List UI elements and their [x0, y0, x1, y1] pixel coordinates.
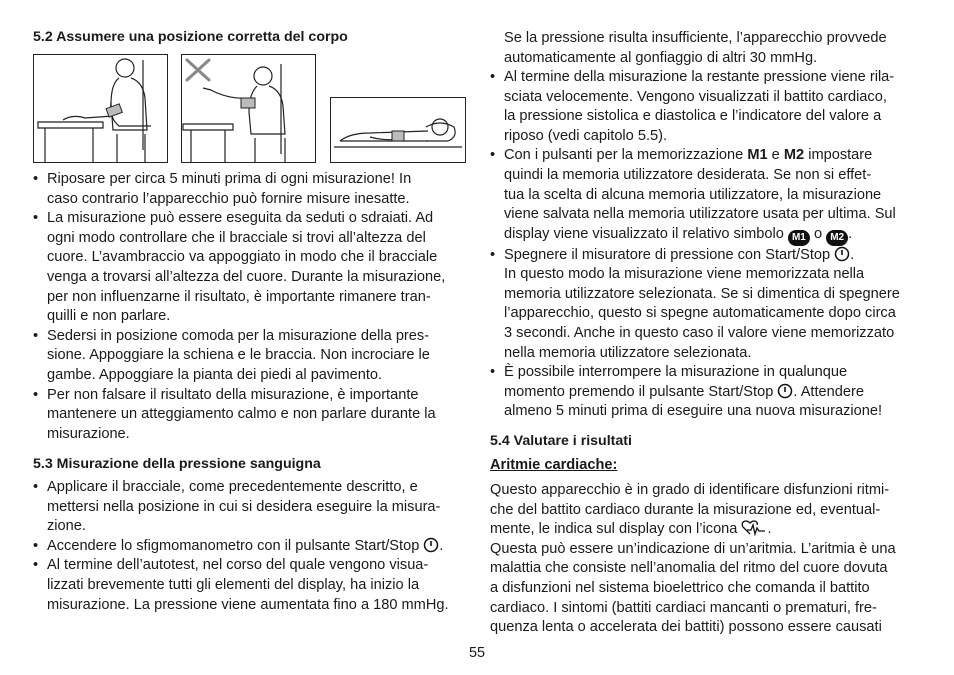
- text-line: mantenere un atteggiamento calmo e non parlare durante la: [47, 406, 436, 423]
- text-span: mente, le indica sul display con l’icona: [490, 521, 738, 538]
- section-5-3-list: [33, 478, 465, 615]
- list-item: [33, 327, 465, 386]
- period: .: [850, 246, 855, 263]
- section-5-3-heading: 5.3 Misurazione della pressione sanguigna: [33, 456, 321, 472]
- text-line: che del battito cardiaco durante la misurazione ed, eventual-: [490, 501, 881, 518]
- m1-key-label: M1: [747, 147, 768, 164]
- section-5-2-heading: 5.2 Assumere una posizione corretta del corpo: [33, 29, 348, 45]
- list-item: [33, 556, 465, 615]
- page-number: 55: [468, 645, 485, 661]
- list-item: [490, 146, 930, 245]
- power-icon: [423, 537, 439, 553]
- text-line: l’apparecchio, questo si spegne automaticamente dopo circa: [504, 305, 896, 322]
- list-item: [33, 386, 465, 445]
- text-line: [504, 383, 930, 403]
- text-line: • Al termine della misurazione la restante pressione viene rila-: [504, 69, 895, 85]
- text-line: Se la pressione risulta insufficiente, l’apparecchio provvede: [504, 30, 887, 46]
- text-span: Spegnere il misuratore di pressione con Start/Stop: [504, 246, 831, 263]
- text-line: quenza lenta o accelerata dei battiti) possono essere causati: [490, 619, 882, 636]
- text-line: viene salvata nella memoria utilizzatore usata per ultima. Sul: [504, 206, 896, 223]
- list-item: [33, 170, 465, 209]
- text-line: almeno 5 minuti prima di eseguire una nuova misurazione!: [504, 403, 883, 420]
- seated-incorrect-illustration: [181, 54, 316, 163]
- text-line: memoria utilizzatore selezionata. Se si dimentica di spegnere: [504, 285, 900, 302]
- text-line: [504, 225, 930, 246]
- text-line: Questo apparecchio è in grado di identificare disfunzioni ritmi-: [490, 482, 890, 498]
- arrhythmia-paragraph: [490, 481, 930, 638]
- text-line: Questa può essere un’indicazione di un’aritmia. L’aritmia è una: [490, 540, 896, 557]
- text-line: malattia che consiste nell’anomalia del ritmo del cuore dovuta: [490, 560, 888, 577]
- arrhythmia-heart-icon: [741, 520, 767, 536]
- text-line: tua la scelta di alcuna memoria utilizzatore, la misurazione: [504, 186, 882, 203]
- text-line: [504, 246, 930, 266]
- text-line: • Applicare il bracciale, come precedentemente descritto, e: [47, 479, 418, 495]
- text-line: quindi la memoria utilizzatore desiderata. Se non si effet-: [504, 166, 872, 183]
- text-span: .: [848, 225, 853, 242]
- text-line: ogni modo controllare che il bracciale si trovi all’altezza del: [47, 229, 426, 246]
- text-line: • La misurazione può essere eseguita da seduti o sdraiati. Ad: [47, 210, 434, 227]
- text-line: • Sedersi in posizione comoda per la misurazione della pres-: [47, 327, 430, 344]
- list-item: [33, 209, 465, 327]
- list-item: [33, 537, 465, 557]
- text-line: • Riposare per circa 5 minuti prima di ogni misurazione! In: [47, 171, 412, 187]
- text-span: Con i pulsanti per la memorizzazione: [504, 147, 748, 164]
- text-line: per non influenzarne il risultato, è importante rimanere tran-: [47, 288, 431, 305]
- power-icon: [834, 246, 850, 262]
- text-line: zione.: [47, 518, 86, 535]
- text-line: sione. Appoggiare la schiena e le braccia. Non incrociare le: [47, 347, 430, 364]
- text-span: impostare: [804, 147, 873, 164]
- text-line: nella memoria utilizzatore selezionata.: [504, 344, 752, 361]
- seated-correct-illustration: [33, 54, 168, 163]
- text-line: automaticamente al gonfiaggio di altri 30 mmHg.: [504, 49, 818, 66]
- m2-key-label: M2: [783, 147, 805, 164]
- list-item: [490, 363, 930, 422]
- arrhythmia-subheading: Aritmie cardiache:: [490, 457, 618, 473]
- period: .: [439, 537, 444, 554]
- lying-down-illustration: [330, 97, 466, 163]
- text-line: misurazione. La pressione viene aumentata fino a 180 mmHg.: [47, 596, 449, 613]
- list-item: [33, 478, 465, 537]
- text-line: [47, 537, 465, 557]
- text-line: riposo (vedi capitolo 5.5).: [504, 127, 668, 144]
- m2-symbol-icon: M2: [826, 230, 848, 246]
- list-item: [490, 246, 930, 364]
- intro-paragraph: [504, 29, 924, 68]
- right-list: [490, 68, 930, 422]
- text-line: quilli e non parlare.: [47, 308, 171, 325]
- text-line: • Per non falsare il risultato della misurazione, è importante: [47, 386, 419, 403]
- section-5-2-list: [33, 170, 465, 444]
- text-span: Accendere lo sfigmomanometro con il pulsante Start/Stop: [47, 537, 420, 554]
- text-line: sciata velocemente. Vengono visualizzati il battito cardiaco,: [504, 88, 887, 105]
- text-line: a disfunzioni nel sistema bioelettrico che comanda il battito: [490, 579, 870, 596]
- text-line: [504, 146, 930, 166]
- text-span: o: [809, 225, 827, 242]
- text-line: In questo modo la misurazione viene memorizzata nella: [504, 266, 865, 283]
- section-5-4-heading: 5.4 Valutare i risultati: [490, 433, 632, 449]
- text-span: display viene visualizzato il relativo simbolo: [504, 225, 788, 242]
- text-line: [490, 520, 930, 540]
- list-item: [490, 68, 930, 146]
- text-line: la pressione sistolica e diastolica e l’indicatore del valore a: [504, 108, 882, 125]
- text-line: gambe. Appoggiare la pianta dei piedi al pavimento.: [47, 366, 383, 383]
- text-line: caso contrario l’apparecchio può fornire misure inesatte.: [47, 190, 410, 207]
- text-line: venga a trovarsi all’altezza del cuore. Durante la misurazione,: [47, 268, 446, 285]
- text-line: cuore. L’avambraccio va appoggiato in modo che il bracciale: [47, 249, 438, 266]
- power-icon: [777, 383, 793, 399]
- m1-symbol-icon: M1: [788, 230, 810, 246]
- text-line: cardiaco. I sintomi (battiti cardiaci mancanti o prematuri, fre-: [490, 599, 877, 616]
- text-line: lizzati brevemente tutti gli elementi del display, ha inizio la: [47, 576, 420, 593]
- period: .: [767, 521, 772, 538]
- text-line: • È possibile interrompere la misurazione in qualunque: [504, 364, 848, 381]
- text-span: momento premendo il pulsante Start/Stop: [504, 383, 774, 400]
- text-span: e: [767, 147, 784, 164]
- text-line: mettersi nella posizione in cui si desidera eseguire la misura-: [47, 498, 441, 515]
- text-line: • Al termine dell’autotest, nel corso del quale vengono visua-: [47, 557, 429, 574]
- text-line: misurazione.: [47, 425, 130, 442]
- text-span: . Attendere: [793, 383, 864, 400]
- text-line: 3 secondi. Anche in questo caso il valore viene memorizzato: [504, 324, 895, 341]
